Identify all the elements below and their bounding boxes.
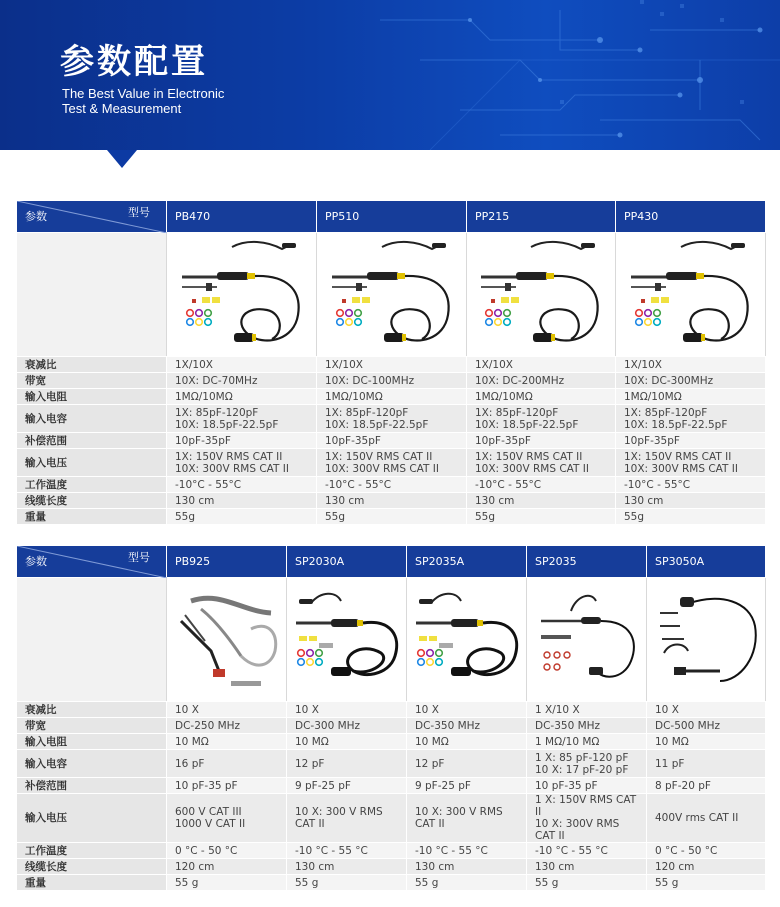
probe-image <box>167 233 317 357</box>
spec-value: 55g <box>467 509 616 525</box>
table-row <box>17 859 766 875</box>
spec-value: 1MΩ/10MΩ <box>167 389 317 405</box>
row-label: 带宽 <box>17 718 167 734</box>
row-label: 工作温度 <box>17 843 167 859</box>
spec-value-line: 10X: 300V RMS CAT II <box>624 462 738 475</box>
probe-image <box>616 233 766 357</box>
spec-value: 10pF-35pF <box>167 433 317 449</box>
row-label: 线缆长度 <box>17 493 167 509</box>
probe-image <box>647 578 766 702</box>
row-label: 输入电容 <box>17 405 167 433</box>
spec-value-line: 10X: 300V RMS CAT II <box>175 462 289 475</box>
row-label: 重量 <box>17 509 167 525</box>
spec-value: 55 g <box>527 875 647 891</box>
spec-value: -10°C - 55°C <box>167 477 317 493</box>
spec-value-line: 1 X: 150V RMS CAT II <box>535 794 637 818</box>
spec-value: 120 cm <box>167 859 287 875</box>
probe-image <box>167 578 287 702</box>
table-row <box>17 509 766 525</box>
spec-value-line: 10X: 18.5pF-22.5pF <box>325 418 429 431</box>
row-label: 输入电容 <box>17 750 167 778</box>
model-header: SP2035A <box>407 546 527 578</box>
spec-value: 1X/10X <box>167 357 317 373</box>
spec-value: 10X: DC-200MHz <box>467 373 616 389</box>
row-label: 衰减比 <box>17 357 167 373</box>
corner-label-model: 型号 <box>128 206 150 219</box>
spec-value-line: 10 X: 300V RMS CAT II <box>535 818 620 842</box>
spec-value: -10°C - 55°C <box>616 477 766 493</box>
table-row <box>17 734 766 750</box>
spec-value: DC-250 MHz <box>167 718 287 734</box>
spec-value-line: 1X: 150V RMS CAT II <box>475 450 583 463</box>
spec-value: 55 g <box>647 875 766 891</box>
spec-value-line: 10X: 18.5pF-22.5pF <box>624 418 728 431</box>
model-header: PB470 <box>167 201 317 233</box>
table-row <box>17 794 766 843</box>
spec-value: 10 X <box>167 702 287 718</box>
model-header: PB925 <box>167 546 287 578</box>
spec-value: DC-500 MHz <box>647 718 766 734</box>
spec-value: 10 MΩ <box>287 734 407 750</box>
row-label: 带宽 <box>17 373 167 389</box>
spec-value: 130 cm <box>616 493 766 509</box>
spec-value: DC-350 MHz <box>527 718 647 734</box>
spec-value-line: 600 V CAT III <box>175 806 242 818</box>
table-row <box>17 493 766 509</box>
banner-subtitle <box>62 86 224 116</box>
spec-value-line: 1X: 85pF-120pF <box>624 406 708 419</box>
row-label: 输入电阻 <box>17 734 167 750</box>
probe-image <box>287 578 407 702</box>
spec-value: 10X: DC-300MHz <box>616 373 766 389</box>
model-header: SP2035 <box>527 546 647 578</box>
spec-value <box>167 794 287 843</box>
spec-value <box>616 449 766 477</box>
table-row <box>17 778 766 794</box>
spec-value: 10 X: 300 V RMS CAT II <box>407 794 527 843</box>
spec-value: 55 g <box>407 875 527 891</box>
spec-value <box>167 405 317 433</box>
spec-value: 400V rms CAT II <box>647 794 766 843</box>
probe-image <box>467 233 616 357</box>
model-header: PP215 <box>467 201 616 233</box>
spec-value: 55g <box>317 509 467 525</box>
spec-value-line: 10X: 18.5pF-22.5pF <box>475 418 579 431</box>
spec-value: 9 pF-25 pF <box>407 778 527 794</box>
banner-notch <box>107 150 137 168</box>
spec-value-line: 10 X: 17 pF-20 pF <box>535 763 629 776</box>
table-row <box>17 357 766 373</box>
product-image-row <box>17 578 766 702</box>
spec-value-line: 10X: 18.5pF-22.5pF <box>175 418 279 431</box>
row-label: 工作温度 <box>17 477 167 493</box>
spec-value: 1MΩ/10MΩ <box>317 389 467 405</box>
corner-label-model: 型号 <box>128 551 150 564</box>
model-header: SP2030A <box>287 546 407 578</box>
spec-value <box>467 449 616 477</box>
spec-value: 12 pF <box>407 750 527 778</box>
table-row <box>17 477 766 493</box>
spec-value: 130 cm <box>527 859 647 875</box>
spec-value: 1X/10X <box>616 357 766 373</box>
spec-table-1 <box>16 200 766 525</box>
model-header: PP430 <box>616 201 766 233</box>
spec-value: 10 pF-35 pF <box>527 778 647 794</box>
corner-cell <box>17 201 167 233</box>
spec-value: 10pF-35pF <box>317 433 467 449</box>
row-label: 输入电压 <box>17 794 167 843</box>
product-image-row <box>17 233 766 357</box>
spec-value: DC-350 MHz <box>407 718 527 734</box>
model-header: PP510 <box>317 201 467 233</box>
spec-value: 130 cm <box>407 859 527 875</box>
spec-value: 10 X <box>647 702 766 718</box>
corner-label-param: 参数 <box>25 210 47 223</box>
spec-value: 1MΩ/10MΩ <box>616 389 766 405</box>
spec-value: 55 g <box>287 875 407 891</box>
table-row <box>17 405 766 433</box>
spec-value: 10 MΩ <box>167 734 287 750</box>
row-label: 重量 <box>17 875 167 891</box>
spec-value: 1X/10X <box>317 357 467 373</box>
spec-value: 10 X <box>287 702 407 718</box>
spec-value: 10 X <box>407 702 527 718</box>
spec-value: 55g <box>167 509 317 525</box>
spec-value: 1 MΩ/10 MΩ <box>527 734 647 750</box>
probe-image <box>317 233 467 357</box>
subtitle-line-2: Test & Measurement <box>62 101 182 116</box>
spec-value: 0 °C - 50 °C <box>647 843 766 859</box>
header-banner <box>0 0 780 150</box>
spec-value: DC-300 MHz <box>287 718 407 734</box>
corner-cell <box>17 546 167 578</box>
page-title: 参数配置 <box>60 42 208 82</box>
table-row <box>17 433 766 449</box>
spec-value: 9 pF-25 pF <box>287 778 407 794</box>
spec-value <box>527 750 647 778</box>
spec-value: 120 cm <box>647 859 766 875</box>
spec-value: 130 cm <box>317 493 467 509</box>
spec-value: 10 MΩ <box>647 734 766 750</box>
spec-value: 10X: DC-100MHz <box>317 373 467 389</box>
spec-value: 55g <box>616 509 766 525</box>
spec-table-2 <box>16 545 766 891</box>
spec-value <box>467 405 616 433</box>
spec-value: 8 pF-20 pF <box>647 778 766 794</box>
spec-value: 10pF-35pF <box>616 433 766 449</box>
table-row <box>17 843 766 859</box>
corner-label-param: 参数 <box>25 555 47 568</box>
probe-image <box>407 578 527 702</box>
row-label: 输入电阻 <box>17 389 167 405</box>
spec-value-line: 1X: 85pF-120pF <box>175 406 259 419</box>
spec-value: 130 cm <box>467 493 616 509</box>
table-row <box>17 702 766 718</box>
spec-value-line: 1X: 85pF-120pF <box>325 406 409 419</box>
spec-value: -10°C - 55°C <box>317 477 467 493</box>
row-label: 衰减比 <box>17 702 167 718</box>
probe-image <box>527 578 647 702</box>
model-header: SP3050A <box>647 546 766 578</box>
spec-value: -10 °C - 55 °C <box>407 843 527 859</box>
table-row <box>17 875 766 891</box>
spec-value-line: 10X: 300V RMS CAT II <box>325 462 439 475</box>
spec-value-line: 10X: 300V RMS CAT II <box>475 462 589 475</box>
spec-value <box>317 449 467 477</box>
spec-value: 1MΩ/10MΩ <box>467 389 616 405</box>
image-row-label <box>17 578 167 702</box>
spec-value: 130 cm <box>167 493 317 509</box>
table-header-row <box>17 201 766 233</box>
spec-value: 11 pF <box>647 750 766 778</box>
table-row <box>17 750 766 778</box>
spec-value: 10 X: 300 V RMS CAT II <box>287 794 407 843</box>
spec-value <box>616 405 766 433</box>
spec-value: -10 °C - 55 °C <box>287 843 407 859</box>
table-row <box>17 718 766 734</box>
spec-value: 10 pF-35 pF <box>167 778 287 794</box>
row-label: 补偿范围 <box>17 778 167 794</box>
row-label: 输入电压 <box>17 449 167 477</box>
spec-value-line: 1000 V CAT II <box>175 818 246 830</box>
spec-value: 1X/10X <box>467 357 616 373</box>
spec-value <box>167 449 317 477</box>
spec-value: -10 °C - 55 °C <box>527 843 647 859</box>
spec-value: 130 cm <box>287 859 407 875</box>
spec-value-line: 1 X: 85 pF-120 pF <box>535 751 629 764</box>
spec-value-line: 1X: 85pF-120pF <box>475 406 559 419</box>
table-row <box>17 389 766 405</box>
spec-value: 1 X/10 X <box>527 702 647 718</box>
table-row <box>17 449 766 477</box>
spec-value: 55 g <box>167 875 287 891</box>
table-row <box>17 373 766 389</box>
spec-value <box>317 405 467 433</box>
spec-value: 12 pF <box>287 750 407 778</box>
row-label: 补偿范围 <box>17 433 167 449</box>
spec-value: -10°C - 55°C <box>467 477 616 493</box>
row-label: 线缆长度 <box>17 859 167 875</box>
spec-value: 10X: DC-70MHz <box>167 373 317 389</box>
image-row-label <box>17 233 167 357</box>
spec-value: 10 MΩ <box>407 734 527 750</box>
spec-value: 16 pF <box>167 750 287 778</box>
subtitle-line-1: The Best Value in Electronic <box>62 86 225 101</box>
spec-value-line: 1X: 150V RMS CAT II <box>624 450 732 463</box>
spec-value: 0 °C - 50 °C <box>167 843 287 859</box>
spec-value-line: 1X: 150V RMS CAT II <box>175 450 283 463</box>
spec-value: 10pF-35pF <box>467 433 616 449</box>
spec-value <box>527 794 647 843</box>
table-header-row <box>17 546 766 578</box>
spec-value-line: 1X: 150V RMS CAT II <box>325 450 433 463</box>
